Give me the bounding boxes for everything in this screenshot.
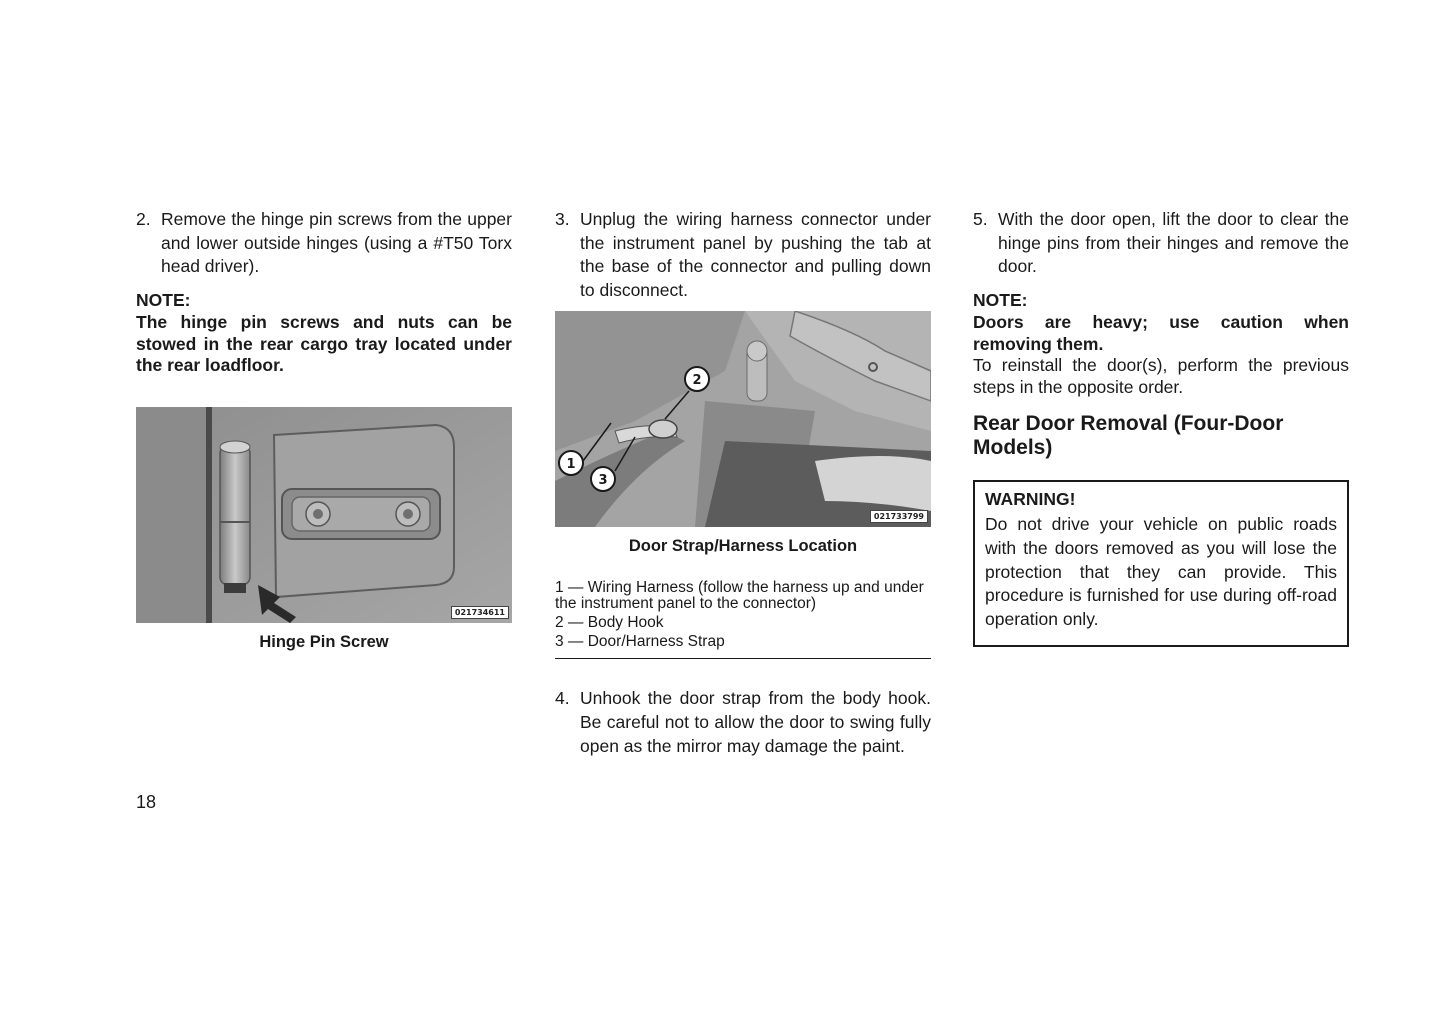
right-column	[973, 208, 1349, 647]
left-column	[136, 208, 512, 652]
callout-1: 1	[566, 456, 576, 472]
step-3	[555, 208, 931, 303]
legend-item: 1 — Wiring Harness (follow the harness up and under the instrument panel to the connector)	[555, 578, 924, 613]
legend-item: 2 — Body Hook	[555, 614, 664, 632]
middle-column	[555, 208, 931, 758]
step-text: Unplug the wiring harness connector under the instrument panel by pushing the tab at the base of the connector and pulling down to disconnect.	[580, 209, 931, 301]
note-label: NOTE:	[973, 290, 1028, 311]
door-strap-figure	[555, 311, 931, 527]
figure-legend	[555, 580, 931, 660]
warning-label: WARNING!	[985, 489, 1076, 510]
step-text: With the door open, lift the door to clear the hinge pins from their hinges and remove the door.	[998, 209, 1349, 277]
step-text: Unhook the door strap from the body hook. Be careful not to allow the door to swing fully open as the mirror may damage the paint.	[580, 688, 931, 756]
callout-2: 2	[692, 372, 702, 388]
page-number: 18	[136, 792, 157, 812]
door-strap-illustration	[555, 311, 931, 527]
section-heading: Rear Door Removal (Four-Door Models)	[973, 412, 1284, 460]
hinge-illustration	[136, 407, 512, 623]
note-text: The hinge pin screws and nuts can be stowed in the rear cargo tray located under the rear loadfloor.	[136, 312, 512, 376]
figure-caption: Hinge Pin Screw	[259, 632, 389, 651]
note-label: NOTE:	[136, 290, 191, 311]
callout-3: 3	[598, 472, 608, 488]
step-4	[555, 687, 931, 758]
reinstall-text: To reinstall the door(s), perform the previous steps in the opposite order.	[973, 355, 1349, 397]
note-text: Doors are heavy; use caution when removing them.	[973, 312, 1349, 354]
hinge-pin-screw-figure	[136, 407, 512, 623]
figure-code: 021734611	[451, 606, 509, 619]
warning-box	[973, 480, 1349, 647]
figure-code: 021733799	[870, 510, 928, 523]
step-5	[973, 208, 1349, 279]
figure-caption: Door Strap/Harness Location	[628, 536, 858, 555]
step-number: 4.	[555, 688, 570, 709]
step-text: Remove the hinge pin screws from the upper and lower outside hinges (using a #T50 Torx head driver).	[161, 209, 512, 277]
step-number: 3.	[555, 209, 570, 229]
step-number: 2.	[136, 209, 151, 229]
warning-text: Do not drive your vehicle on public roads with the doors removed as you will lose the protection that they can provide. This procedure is furnished for use during off-road operation only.	[985, 514, 1337, 629]
step-number: 5.	[973, 209, 988, 229]
step-2	[136, 208, 512, 279]
legend-item: 3 — Door/Harness Strap	[555, 633, 725, 651]
